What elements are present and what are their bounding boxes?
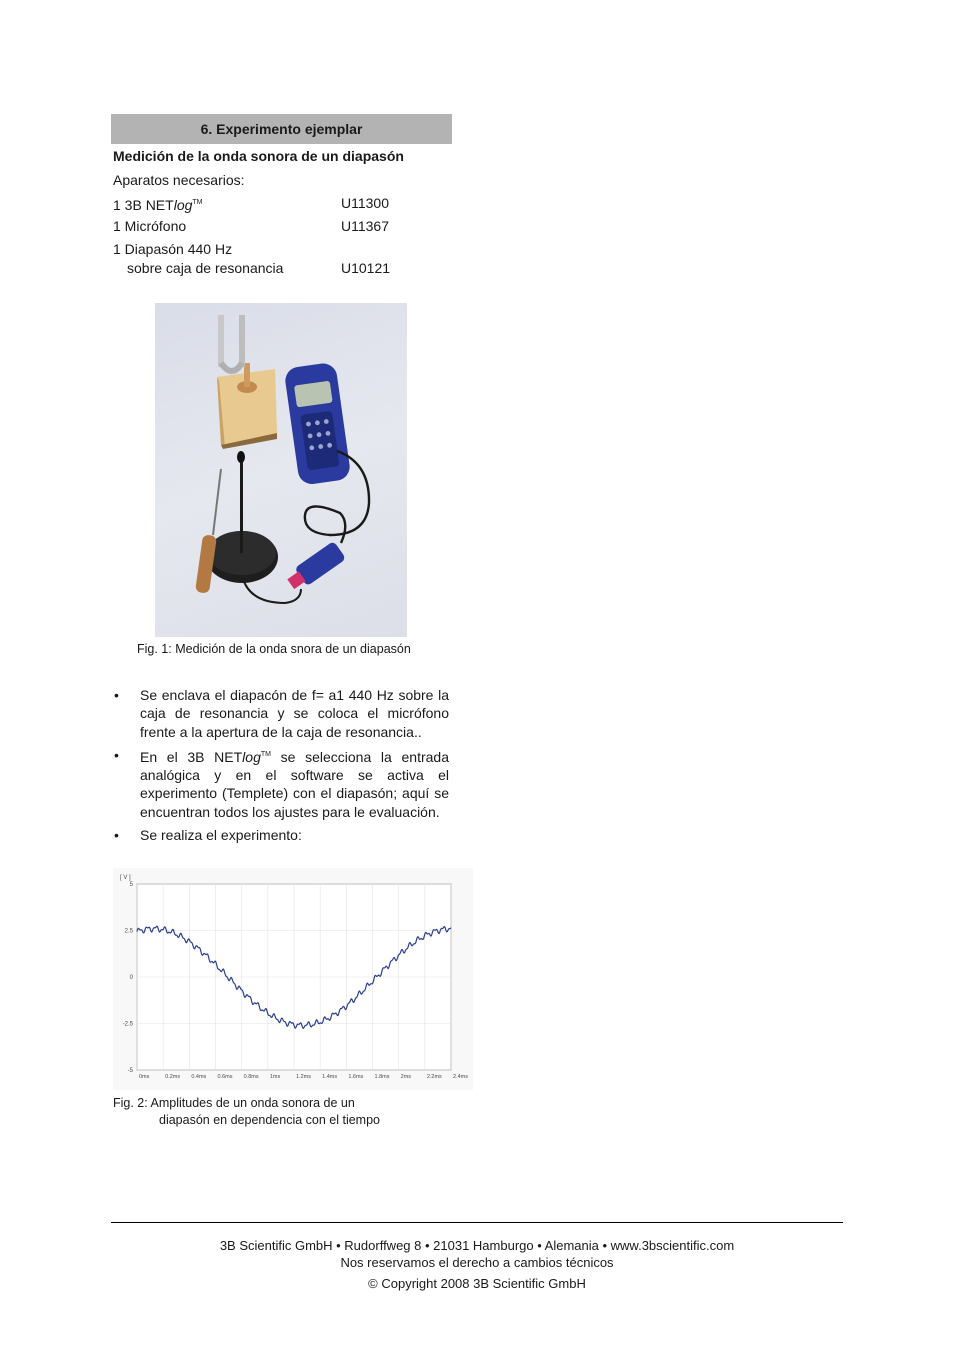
footer-disclaimer: Nos reservamos el derecho a cambios técnicos (340, 1255, 614, 1270)
experiment-photo-illustration (155, 303, 407, 637)
waveform-svg (113, 868, 473, 1090)
x-tick-label: 2.2ms (426, 1074, 442, 1080)
apparatus-item-netlog: 1 3B NETlog™ (113, 197, 203, 213)
apparatus-code-microphone: U11367 (341, 218, 390, 234)
procedure-list (113, 686, 449, 849)
x-tick-label: 0.6ms (217, 1074, 233, 1080)
x-tick-label: 2ms (400, 1074, 412, 1080)
x-tick-label: 1ms (269, 1074, 281, 1080)
footer-divider (111, 1222, 843, 1223)
list-item: • Se realiza el experimento: (114, 827, 302, 844)
section-header (111, 114, 452, 144)
experiment-heading: Medición de la onda sonora de un diapasón (113, 148, 404, 164)
y-axis-label: [ V ] (120, 875, 131, 881)
figure1-caption: Fig. 1: Medición de la onda snora de un diapasón (137, 642, 411, 656)
y-tick-label: 5 (129, 882, 133, 888)
x-tick-label: 1.8ms (374, 1074, 390, 1080)
apparatus-item-tuning-fork-line2: sobre caja de resonancia (127, 260, 284, 276)
apparatus-item-microphone: 1 Micrófono (113, 218, 187, 234)
x-tick-label: 1.4ms (322, 1074, 338, 1080)
x-tick-label: 0ms (139, 1074, 150, 1080)
footer-address: 3B Scientific GmbH • Rudorffweg 8 • 21031 Hamburgo • Alemania • www.3bscientific.com (219, 1238, 735, 1253)
bullet-icon: • (114, 687, 119, 703)
y-tick-label: 2.5 (124, 928, 133, 935)
section-title: 6. Experimento ejemplar (200, 121, 363, 137)
apparatus-code-tuning-fork: U10121 (341, 260, 391, 276)
bullet-icon: • (114, 746, 119, 763)
y-tick-label: -2.5 (122, 1021, 133, 1028)
experiment-photo (155, 303, 407, 637)
bullet-icon: • (114, 827, 119, 844)
x-tick-label: 0.2ms (165, 1074, 181, 1080)
apparatus-item-tuning-fork: 1 Diapasón 440 Hz (113, 241, 233, 257)
x-tick-label: 1.2ms (296, 1074, 311, 1080)
x-tick-label: 0.4ms (191, 1074, 207, 1080)
footer-copyright: © Copyright 2008 3B Scientific GmbH (368, 1276, 586, 1291)
waveform-chart (113, 868, 473, 1090)
figure2-caption-line1: Fig. 2: Amplitudes de un onda sonora de un (113, 1096, 355, 1110)
apparatus-code-netlog: U11300 (341, 195, 390, 211)
x-tick-label: 1.6ms (348, 1074, 364, 1080)
figure2-caption-line2: diapasón en dependencia con el tiempo (159, 1113, 381, 1127)
x-tick-label: 2.4ms (453, 1074, 468, 1080)
apparatus-label: Aparatos necesarios: (113, 172, 245, 188)
x-tick-label: 0.8ms (243, 1074, 259, 1080)
list-item: • En el 3B NETlog™ se selecciona la entrada analógica y en el software se activa el experimento (Templete) con el diapasón; aquí se encuentran todos los ajustes para le evaluación. (114, 746, 449, 820)
y-tick-label: -5 (127, 1068, 133, 1074)
y-tick-label: 0 (129, 975, 133, 981)
list-item: • Se enclava el diapacón de f= a1 440 Hz sobre la caja de resonancia y se coloca el micrófono frente a la apertura de la caja de resonancia.. (114, 687, 449, 740)
